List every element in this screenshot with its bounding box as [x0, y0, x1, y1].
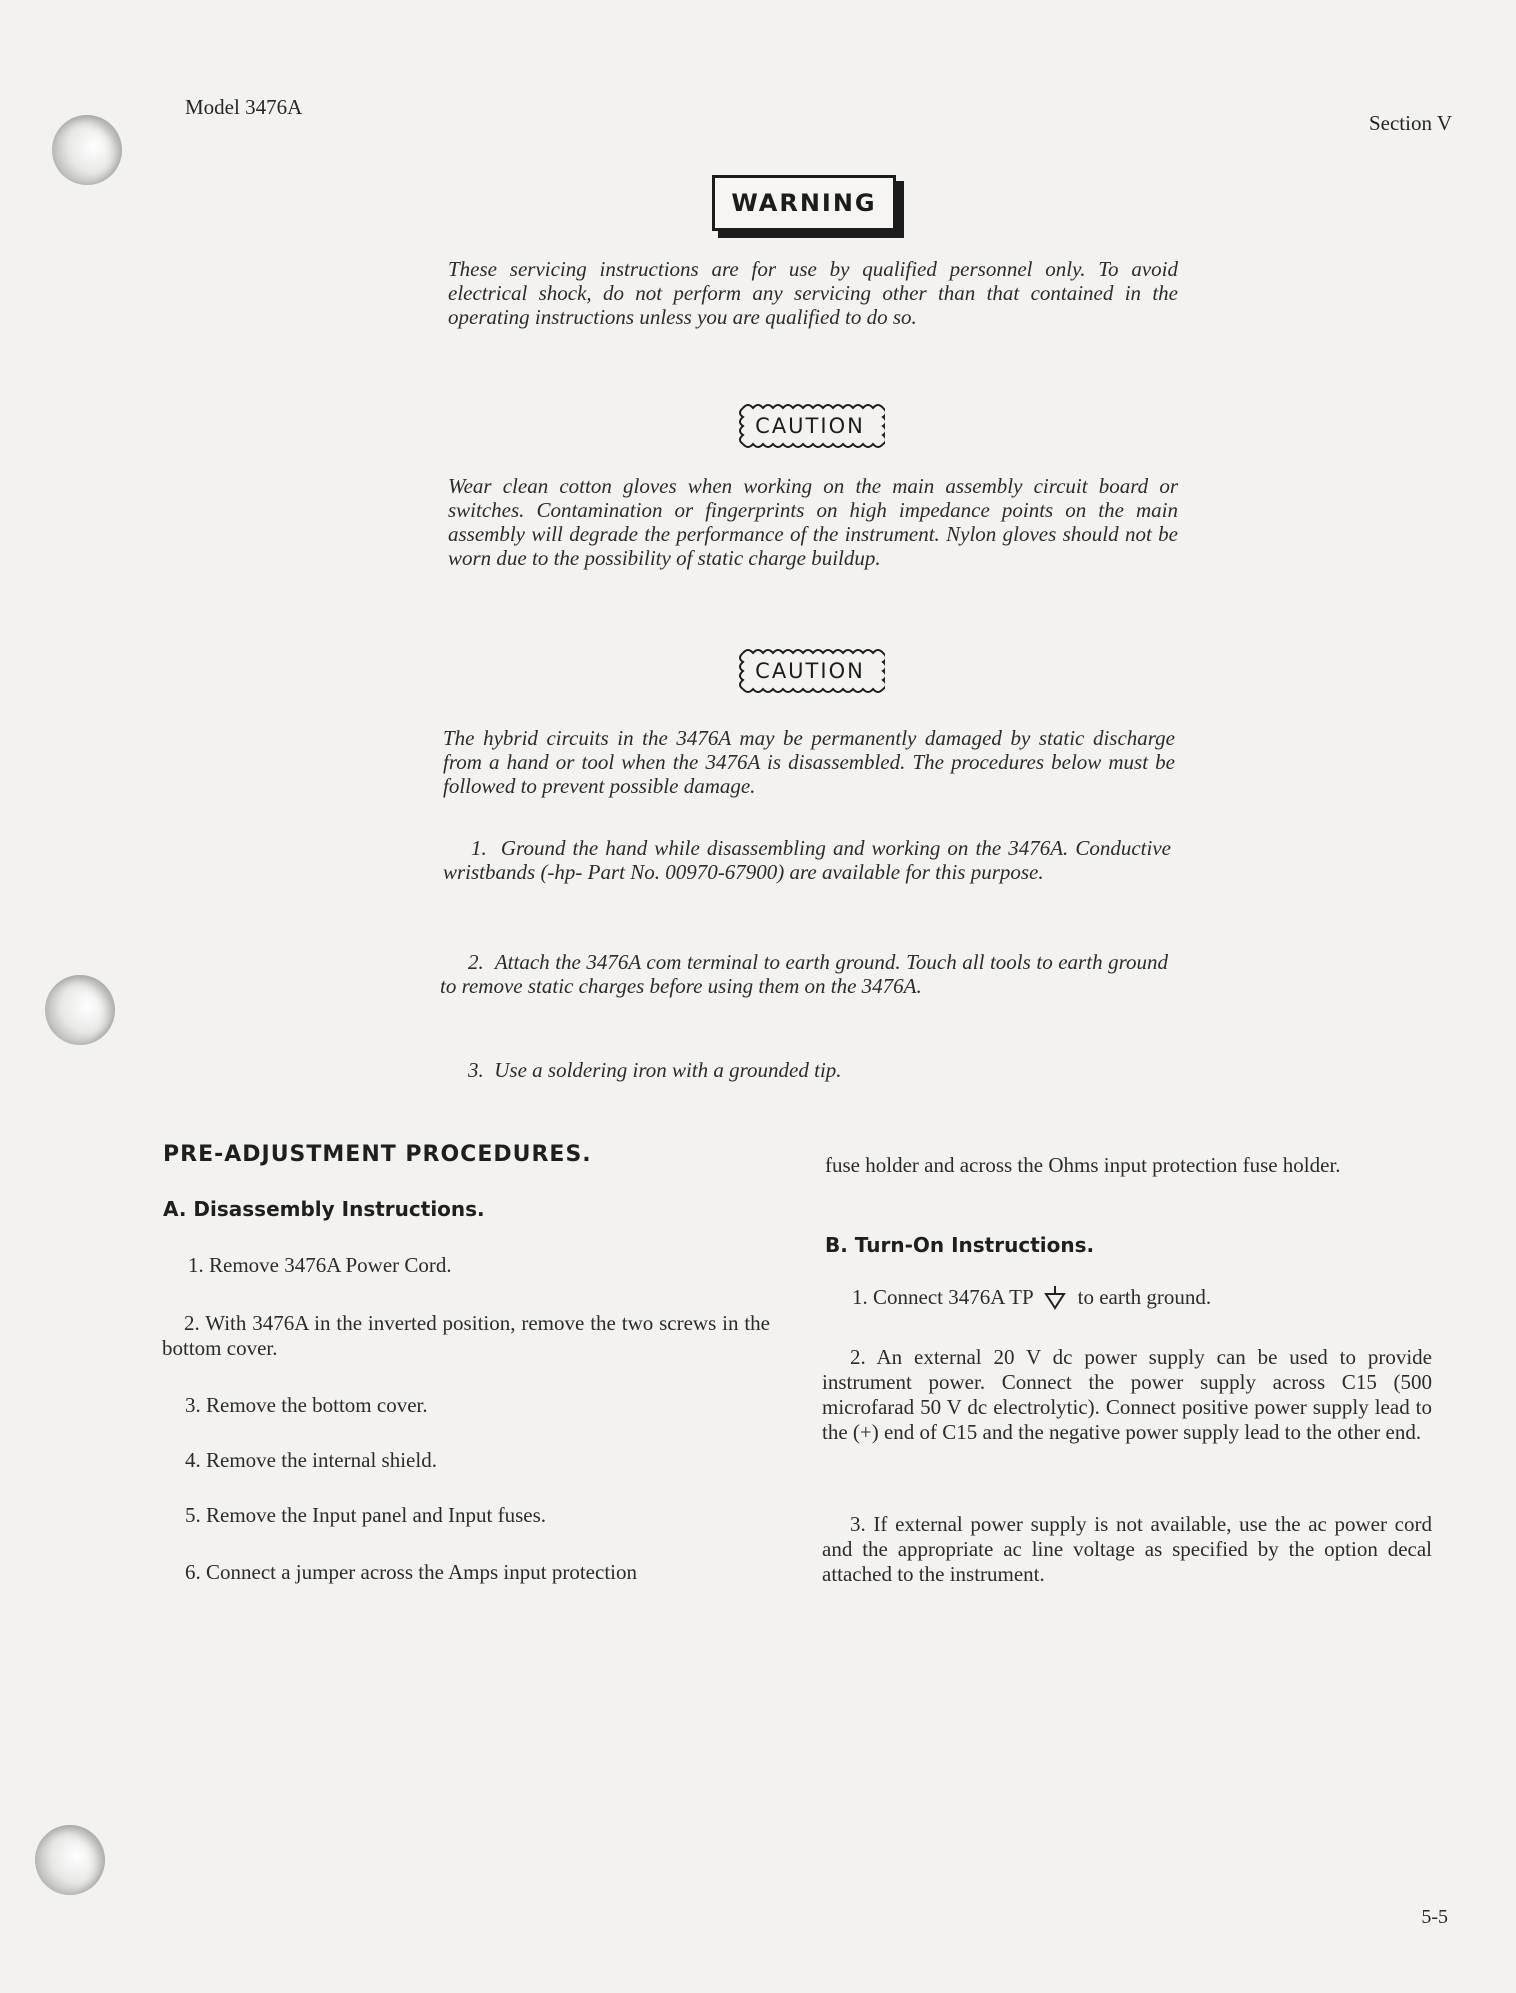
- list-item-text: 2. An external 20 V dc power supply can be used to provide instrument power. Connect the power supply across C15 (500 microfarad 50 V dc electrolytic). Connect positive power supply lead to the (+) end of C15 and the negative power supply lead to the other end.: [822, 1345, 1432, 1444]
- caution-step-text: Ground the hand while disassembling and working on the 3476A. Conductive wristbands (-hp- Part No. 00970-67900) are available for this purpose.: [443, 836, 1171, 884]
- caution-step: [440, 1058, 1168, 1082]
- list-item: [822, 1512, 1432, 1587]
- warning-box-shadow: [718, 231, 904, 238]
- list-item: 3. Remove the bottom cover.: [185, 1393, 428, 1417]
- caution-step-number: 2.: [468, 950, 484, 974]
- page-number: 5-5: [1421, 1906, 1448, 1928]
- caution-label: CAUTION: [755, 659, 865, 683]
- caution-step-number: 1.: [471, 836, 487, 860]
- list-item-text: 2. With 3476A in the inverted position, remove the two screws in the bottom cover.: [162, 1311, 770, 1360]
- list-item: 1. Remove 3476A Power Cord.: [188, 1253, 452, 1277]
- caution-badge: [735, 643, 885, 699]
- binder-hole: [45, 975, 115, 1045]
- list-item: [852, 1285, 1432, 1310]
- caution-text: Wear clean cotton gloves when working on the main assembly circuit board or switches. Contamination or fingerprints on high impedance points on the main assembly will degrade the performance of the instrument. Nylon gloves should not be worn due to the possibility of static charge buildup.: [448, 474, 1178, 570]
- list-item-text: 3. If external power supply is not available, use the ac power cord and the appropriate ac line voltage as specified by the option decal attached to the instrument.: [822, 1512, 1432, 1586]
- subsection-heading: A. Disassembly Instructions.: [163, 1197, 485, 1221]
- caution-step: [440, 950, 1168, 998]
- warning-label: WARNING: [712, 175, 896, 231]
- list-item: 6. Connect a jumper across the Amps input protection: [185, 1560, 637, 1584]
- caution-label: CAUTION: [755, 414, 865, 438]
- ground-symbol-icon: [1044, 1286, 1066, 1310]
- model-header: Model 3476A: [185, 95, 303, 119]
- caution-step: [443, 836, 1171, 884]
- list-item-continuation: fuse holder and across the Ohms input protection fuse holder.: [825, 1153, 1341, 1177]
- subsection-heading: B. Turn-On Instructions.: [825, 1233, 1095, 1257]
- list-item: 4. Remove the internal shield.: [185, 1448, 437, 1472]
- list-item: [162, 1311, 770, 1361]
- list-item-text: 1. Connect 3476A TP: [852, 1285, 1034, 1309]
- binder-hole: [52, 115, 122, 185]
- caution-step-text: Attach the 3476A com terminal to earth ground. Touch all tools to earth ground to remove static charges before using them on the 3476A.: [440, 950, 1169, 998]
- caution-step-number: 3.: [468, 1058, 484, 1082]
- caution-badge: [735, 398, 885, 454]
- warning-box-shadow: [896, 181, 904, 237]
- warning-text: These servicing instructions are for use by qualified personnel only. To avoid electrical shock, do not perform any servicing other than that contained in the operating instructions unless you are qualified to do so.: [448, 257, 1178, 329]
- section-header: Section V: [1368, 111, 1452, 135]
- warning-box: [712, 175, 902, 237]
- binder-hole: [35, 1825, 105, 1895]
- section-heading: PRE-ADJUSTMENT PROCEDURES.: [163, 1142, 592, 1167]
- list-item: 5. Remove the Input panel and Input fuses.: [185, 1503, 546, 1527]
- caution-step-text: Use a soldering iron with a grounded tip.: [494, 1058, 842, 1082]
- list-item: [822, 1345, 1432, 1445]
- list-item-text: to earth ground.: [1077, 1285, 1212, 1309]
- caution-text: The hybrid circuits in the 3476A may be permanently damaged by static discharge from a hand or tool when the 3476A is disassembled. The procedures below must be followed to prevent possible damage.: [443, 726, 1175, 798]
